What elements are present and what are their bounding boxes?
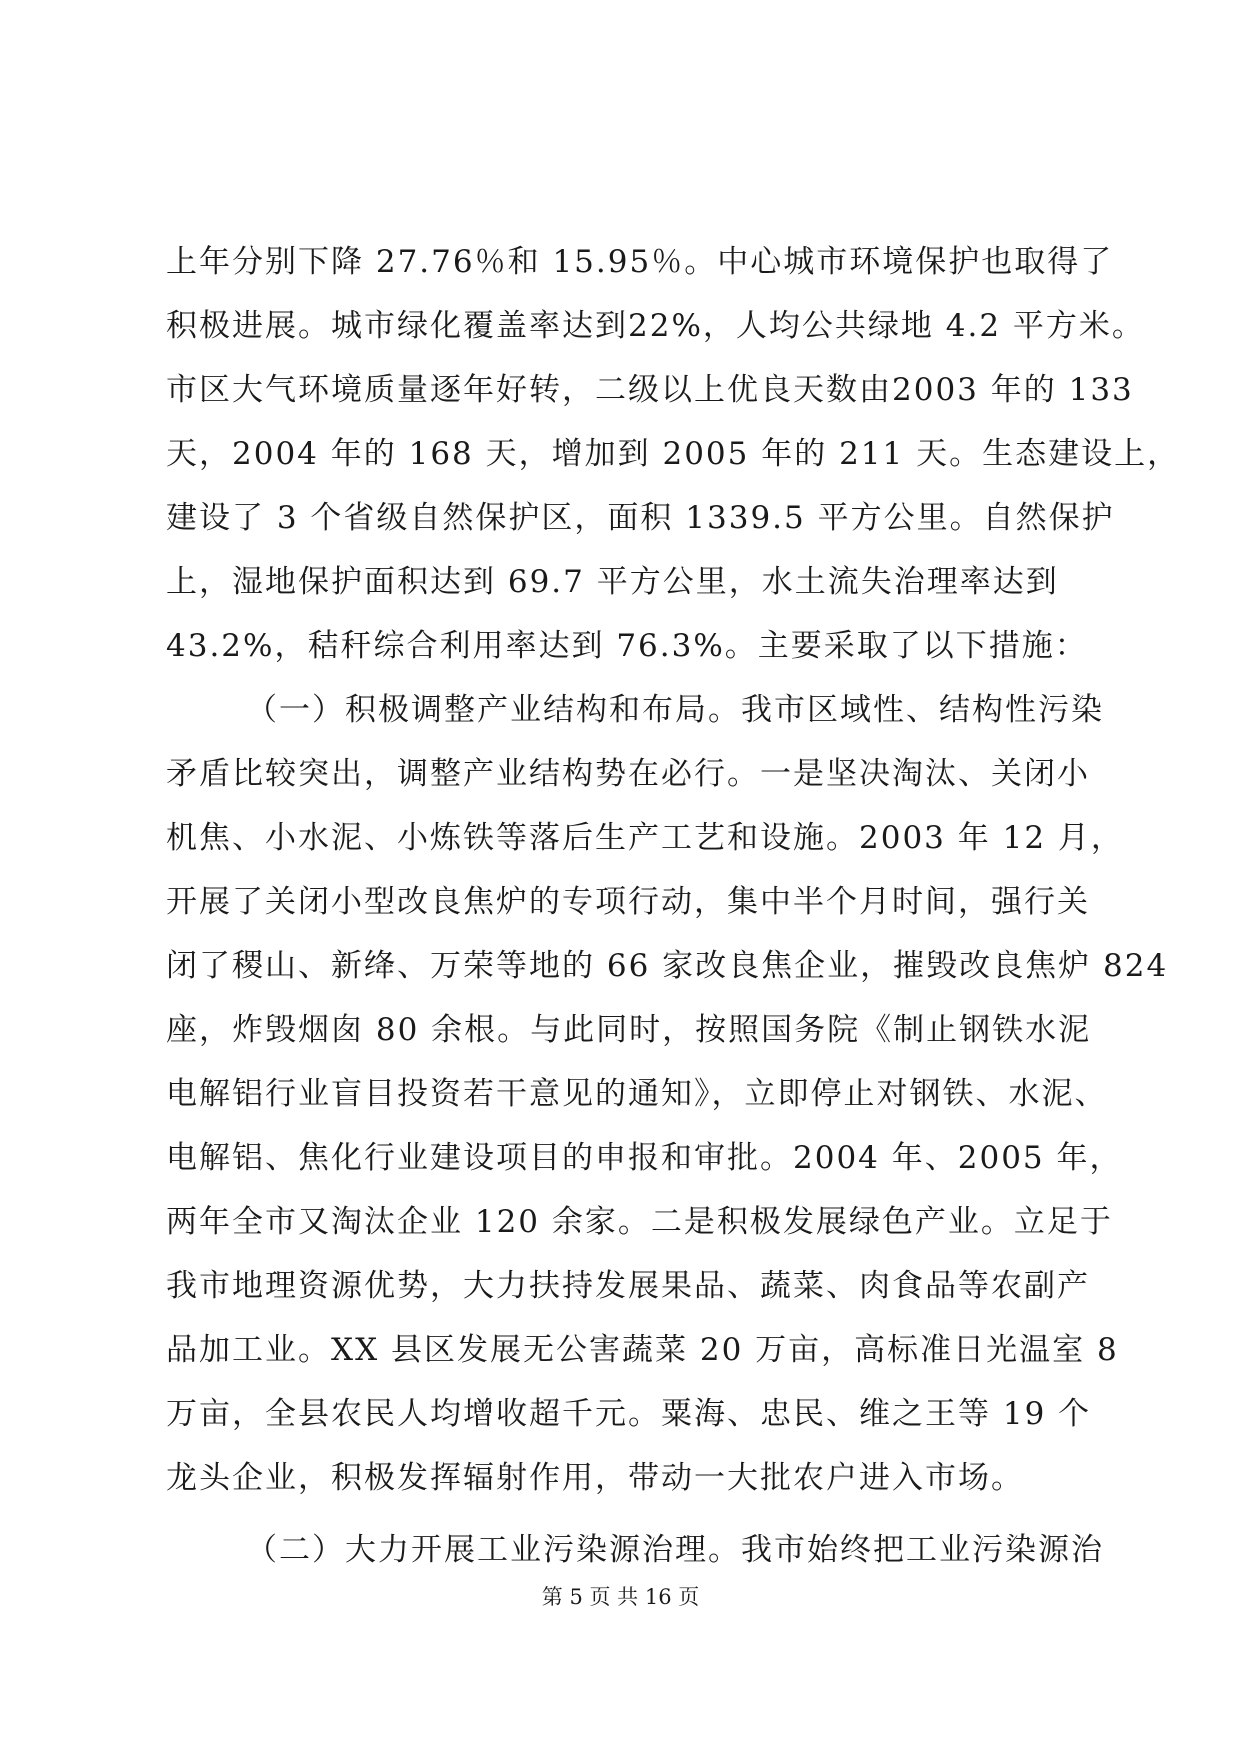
text-line: 两年全市又淘汰企业 120 余家。二是积极发展绿色产业。立足于 — [166, 1204, 1113, 1240]
text-line: 品加工业。XX 县区发展无公害蔬菜 20 万亩，高标准日光温室 8 — [166, 1332, 1119, 1368]
text-line: 机焦、小水泥、小炼铁等落后生产工艺和设施。2003 年 12 月， — [166, 820, 1124, 856]
text-line: 上年分别下降 27.76％和 15.95％。中心城市环境保护也取得了 — [166, 244, 1114, 280]
body-text — [166, 230, 1181, 1582]
section-heading-line: （二）大力开展工业污染源治理。我市始终把工业污染源治 — [246, 1532, 1104, 1568]
text-line: 座，炸毁烟囱 80 余根。与此同时，按照国务院《制止钢铁水泥 — [166, 1012, 1092, 1048]
text-line: 矛盾比较突出，调整产业结构势在必行。一是坚决淘汰、关闭小 — [166, 756, 1090, 792]
text-line: 龙头企业，积极发挥辐射作用，带动一大批农户进入市场。 — [166, 1460, 1024, 1496]
text-line: 开展了关闭小型改良焦炉的专项行动，集中半个月时间，强行关 — [166, 884, 1090, 920]
section-heading-line: （一）积极调整产业结构和布局。我市区域性、结构性污染 — [246, 692, 1104, 728]
text-line: 积极进展。城市绿化覆盖率达到22%，人均公共绿地 4.2 平方米。 — [166, 308, 1145, 344]
text-line: 万亩，全县农民人均增收超千元。粟海、忠民、维之王等 19 个 — [166, 1396, 1092, 1432]
text-line: 上，湿地保护面积达到 69.7 平方公里，水土流失治理率达到 — [166, 564, 1059, 600]
text-line: 我市地理资源优势，大力扶持发展果品、蔬菜、肉食品等农副产 — [166, 1268, 1090, 1304]
text-line: 市区大气环境质量逐年好转，二级以上优良天数由2003 年的 133 — [166, 372, 1134, 408]
text-line: 43.2%，秸秆综合利用率达到 76.3%。主要采取了以下措施： — [166, 628, 1088, 664]
page-number-footer: 第 5 页 共 16 页 — [541, 1585, 700, 1609]
text-line: 电解铝行业盲目投资若干意见的通知》，立即停止对钢铁、水泥、 — [166, 1076, 1108, 1112]
text-line: 电解铝、焦化行业建设项目的申报和审批。2004 年、2005 年， — [166, 1140, 1123, 1176]
text-line: 建设了 3 个省级自然保护区，面积 1339.5 平方公里。自然保护 — [166, 500, 1115, 536]
text-line: 天，2004 年的 168 天，增加到 2005 年的 211 天。生态建设上， — [166, 436, 1181, 472]
text-line: 闭了稷山、新绛、万荣等地的 66 家改良焦企业，摧毁改良焦炉 824 — [166, 948, 1169, 984]
